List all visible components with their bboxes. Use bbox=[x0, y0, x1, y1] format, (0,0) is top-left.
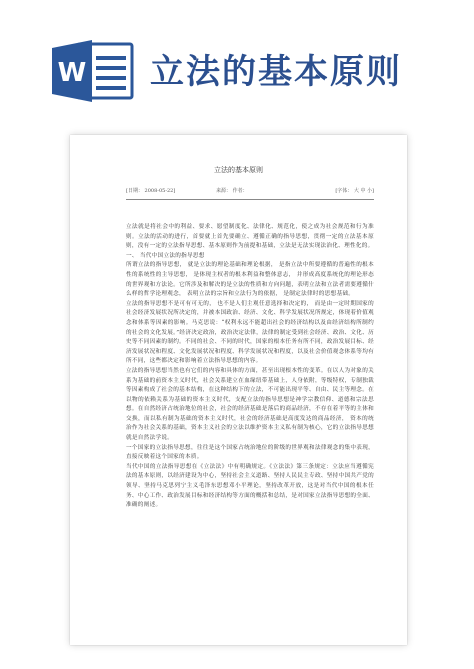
paragraph: 当代中国的立法指导思想在《立法法》中有明确规定。《立法法》第三条规定：立法应当遵循宪法的基本原则，以经济建设为中心，坚持社会主义道路、坚持人民民主专政、坚持中国共产党的领导、坚持马克思列宁主义毛泽东思想邓小平理论，坚持改革开放，这是对当代中国的根本任务、中心工作、政治发展目标和经济结构等方面的概括和总结，是对国家立法指导思想的全面、准确的阐述。 bbox=[126, 463, 374, 509]
meta-font-size[interactable]: [字体： 大 中 小] bbox=[335, 188, 374, 194]
word-icon bbox=[52, 40, 136, 102]
section-heading: 一、 当代中国立法的指导思想 bbox=[126, 252, 205, 259]
document-body bbox=[126, 223, 374, 633]
word-icon-letter: W bbox=[57, 58, 87, 88]
paragraph: 立法就是将社会中的利益、要求、愿望制度化、法律化、规范化，使之成为社会规范和行为准则。立法的活动的进行，首要就上首先要确立、遵循正确的指导思想，贯彻一定的立法基本原则，没有一定的立法指导思想、基本原则作为前提和基础，立法是无法实现法治化、理性化的。 bbox=[126, 224, 374, 250]
document-meta bbox=[126, 187, 374, 197]
paragraph: 立法的指导思想当然也有它们的内容和具体的方面，甚至出现根本性的变革。在以人为对象的关系为基础的前资本主义时代，社会关系建立在血缘纽带基础上，人身依附，等级特权，专制独裁等因素构成了社会的基本结构，在这种结构下的立法，不可能出现平等、自由、民主等理念。在以物的依赖关系为基础的资本主义时代，支配立法的指导思想是神学宗教信仰、道德和宗法思想。在自然经济占统治地位的社会，社会的经济基础是落后的商品经济，不存在着平等的主体和交换，而以私有制为基础的资本主义时代，社会的经济基础是高度发达的商品经济， 资本的统治作为社会关系的基础，资本主义社会的立法以维护资本主义私有制为核心，它的立法指导思想就是自然法学说。 bbox=[126, 367, 374, 442]
document-title: 立法的基本原则 bbox=[214, 166, 263, 174]
divider bbox=[126, 199, 374, 200]
document-page bbox=[70, 135, 407, 645]
paragraph: 一个国家的立法指导思想，往往是这个国家占统治地位的阶级的世界观和法律观念的集中表现，直接反映着这个国家的本质。 bbox=[126, 444, 374, 461]
meta-source: 来源： 作者： bbox=[216, 188, 248, 194]
meta-date: [日期： 2008-05-22] bbox=[126, 188, 176, 194]
page-title: 立法的基本原则 bbox=[150, 52, 402, 92]
paragraph: 所谓立法的指导思想， 就是立法的理论基础和理论根据， 是指立法中所要遵循的普遍性的根本性的系统性的主导思想， 是体现主权者的根本利益和整体意志， 并形成高度系统化的理论形态的世界观和方法论。它所涉及和解决的是立法的性质和方向问题，表明立法和立法者需要遵循什么样的哲学论理观念， 表明立法的宗旨和立法行为的依据， 是制定法律时的思想基础。 bbox=[126, 262, 374, 298]
paragraph: 立法的指导思想不是可有可无的， 也不是人们主观任意选择和决定的， 而是由一定时期国家的社会经济发展状况所决定的，并被本国政治、经济、文化、科学发展状况所规定，体现着价值观念和体系等因素的影响。马克思说：“权利永远不能超出社会的经济结构以及由经济结构所制约的社会的文化发展。”经济决定政治，政治决定法律，法律的制定受到社会经济、政治、文化、历史等不同因素的制约。不同的社会、不同的时代，国家的根本任务有所不同，政治发展目标、经济发展状况和程度、文化发展状况和程度、科学发展状况和程度，以及社会价值观念体系等均有所不同，这些都决定和影响着立法指导思想的内容。 bbox=[126, 300, 374, 365]
header bbox=[0, 0, 474, 120]
